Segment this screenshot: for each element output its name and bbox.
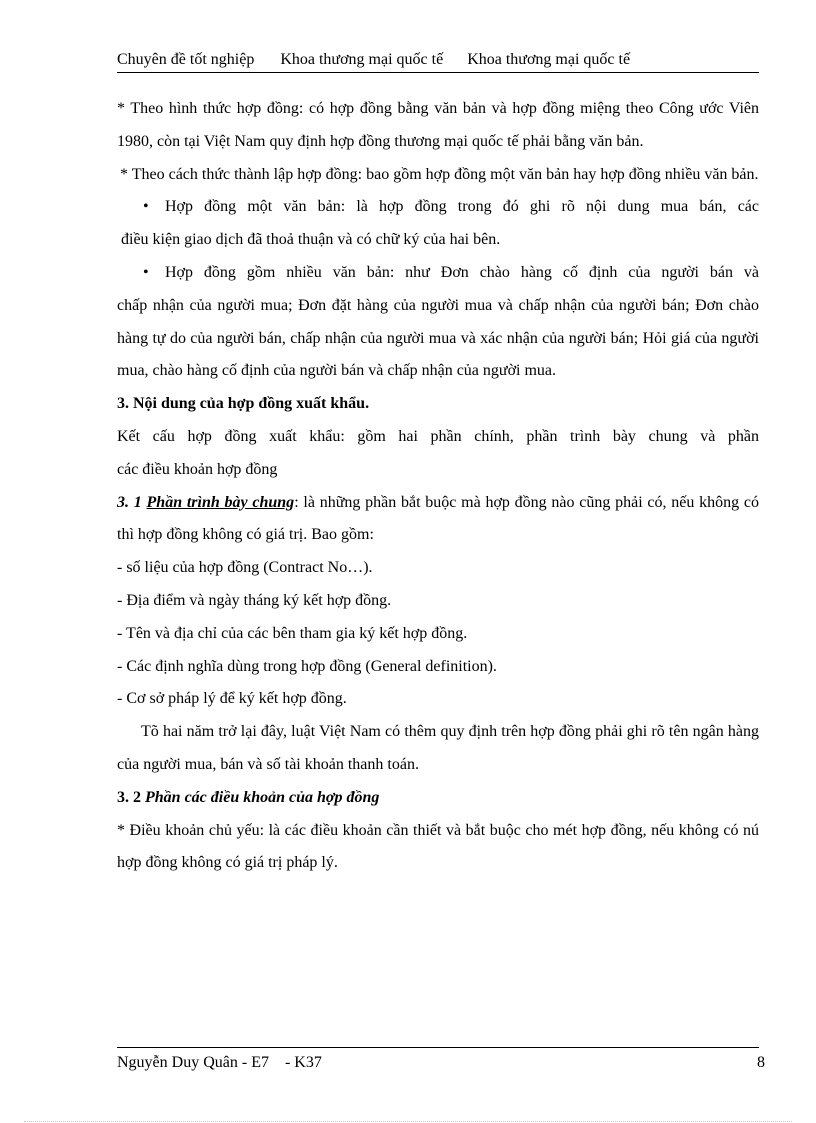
header-faculty: Khoa thương mại quốc tế	[280, 51, 444, 68]
list-item: - Cơ sở pháp lý để ký kết hợp đồng.	[117, 690, 347, 708]
section-heading-3: 3. Nội dung của hợp đồng xuất khẩu.	[117, 395, 370, 413]
footer-divider	[117, 1047, 759, 1048]
paragraph-structure-line1: Kết cấu hợp đồng xuất khẩu: gồm hai phần chính, phần trình bày chung và phần	[117, 427, 759, 445]
subsection-title-3-2: Phần các điều khoản của hợp đồng	[145, 788, 380, 806]
subsection-number-3-2: 3. 2	[117, 788, 141, 806]
list-item: - Địa điểm và ngày tháng ký kết hợp đồng.	[117, 591, 392, 609]
bullet-icon: •	[143, 198, 149, 216]
page-header	[117, 50, 759, 73]
header-faculty-repeat: Khoa thương mại quốc tế	[467, 51, 631, 68]
paragraph-main-terms: * Điều khoản chủ yếu: là các điều khoản cần thiết và bắt buộc cho mét hợp đồng, nếu không có nú hợp đồng không có giá trị pháp lý.	[117, 821, 759, 872]
bullet-text: Hợp đồng một văn bản: là hợp đồng trong đó ghi rõ nội dung mua bán, các	[165, 198, 759, 216]
page-footer	[117, 1053, 765, 1073]
paragraph-structure-line2: các điều khoản hợp đồng	[117, 460, 278, 478]
subsection-heading-3-2	[117, 782, 759, 815]
page-break-divider	[24, 1121, 792, 1122]
paragraph-general-part-text: : là những phần bắt buộc mà hợp đồng nào cũng phải có, nếu không có thì hợp đồng không có giá trị. Bao gồm:	[117, 493, 760, 544]
list-item: - Các định nghĩa dùng trong hợp đồng (General definition).	[117, 657, 497, 675]
list-item: - Tên và địa chỉ của các bên tham gia ký kết hợp đồng.	[117, 624, 468, 642]
header-course: Chuyên đề tốt nghiệp	[117, 51, 255, 68]
paragraph-contract-form: * Theo hình thức hợp đồng: có hợp đồng bằng văn bản và hợp đồng miệng theo Công ước Viên 1980, còn tại Việt Nam quy định hợp đồng thương mại quốc tế phải bằng văn bản.	[117, 100, 759, 150]
paragraph-contract-formation: * Theo cách thức thành lập hợp đồng: bao gồm hợp đồng một văn bản hay hợp đồng nhiều văn bản.	[120, 165, 759, 183]
bullet-icon: •	[143, 263, 149, 281]
footer-author: Nguyễn Duy Quân - E7 - K37	[117, 1054, 322, 1071]
bullet-continuation: điều kiện giao dịch đã thoả thuận và có chữ ký của hai bên.	[121, 231, 501, 249]
paragraph-bank-requirement: Tõ hai năm trở lại đây, luật Việt Nam có thêm quy định trên hợp đồng phải ghi rõ tên ngân hàng của người mua, bán và số tài khoản thanh toán.	[117, 723, 759, 773]
list-item: - số liệu của hợp đồng (Contract No…).	[117, 559, 373, 577]
bullet-continuation: chấp nhận của người mua; Đơn đặt hàng của người mua và chấp nhận của người bán; Đơn chào hàng tự do của người bán, chấp nhận của người mua và xác nhận của người bán; Hỏi giá của người mua, chào hàng cố định của người bán và chấp nhận của người mua.	[117, 296, 759, 380]
bullet-item-multiple-documents	[117, 257, 759, 290]
bullet-item-single-document	[117, 191, 759, 224]
paragraph-general-part	[117, 487, 759, 553]
subsection-title-3-1: Phần trình bày chung	[146, 493, 295, 511]
page-number: 8	[757, 1054, 765, 1071]
subsection-number-3-1: 3. 1	[117, 493, 142, 511]
bullet-text: Hợp đồng gồm nhiều văn bản: như Đơn chào hàng cố định của người bán và	[165, 263, 759, 281]
page-body	[117, 93, 759, 880]
